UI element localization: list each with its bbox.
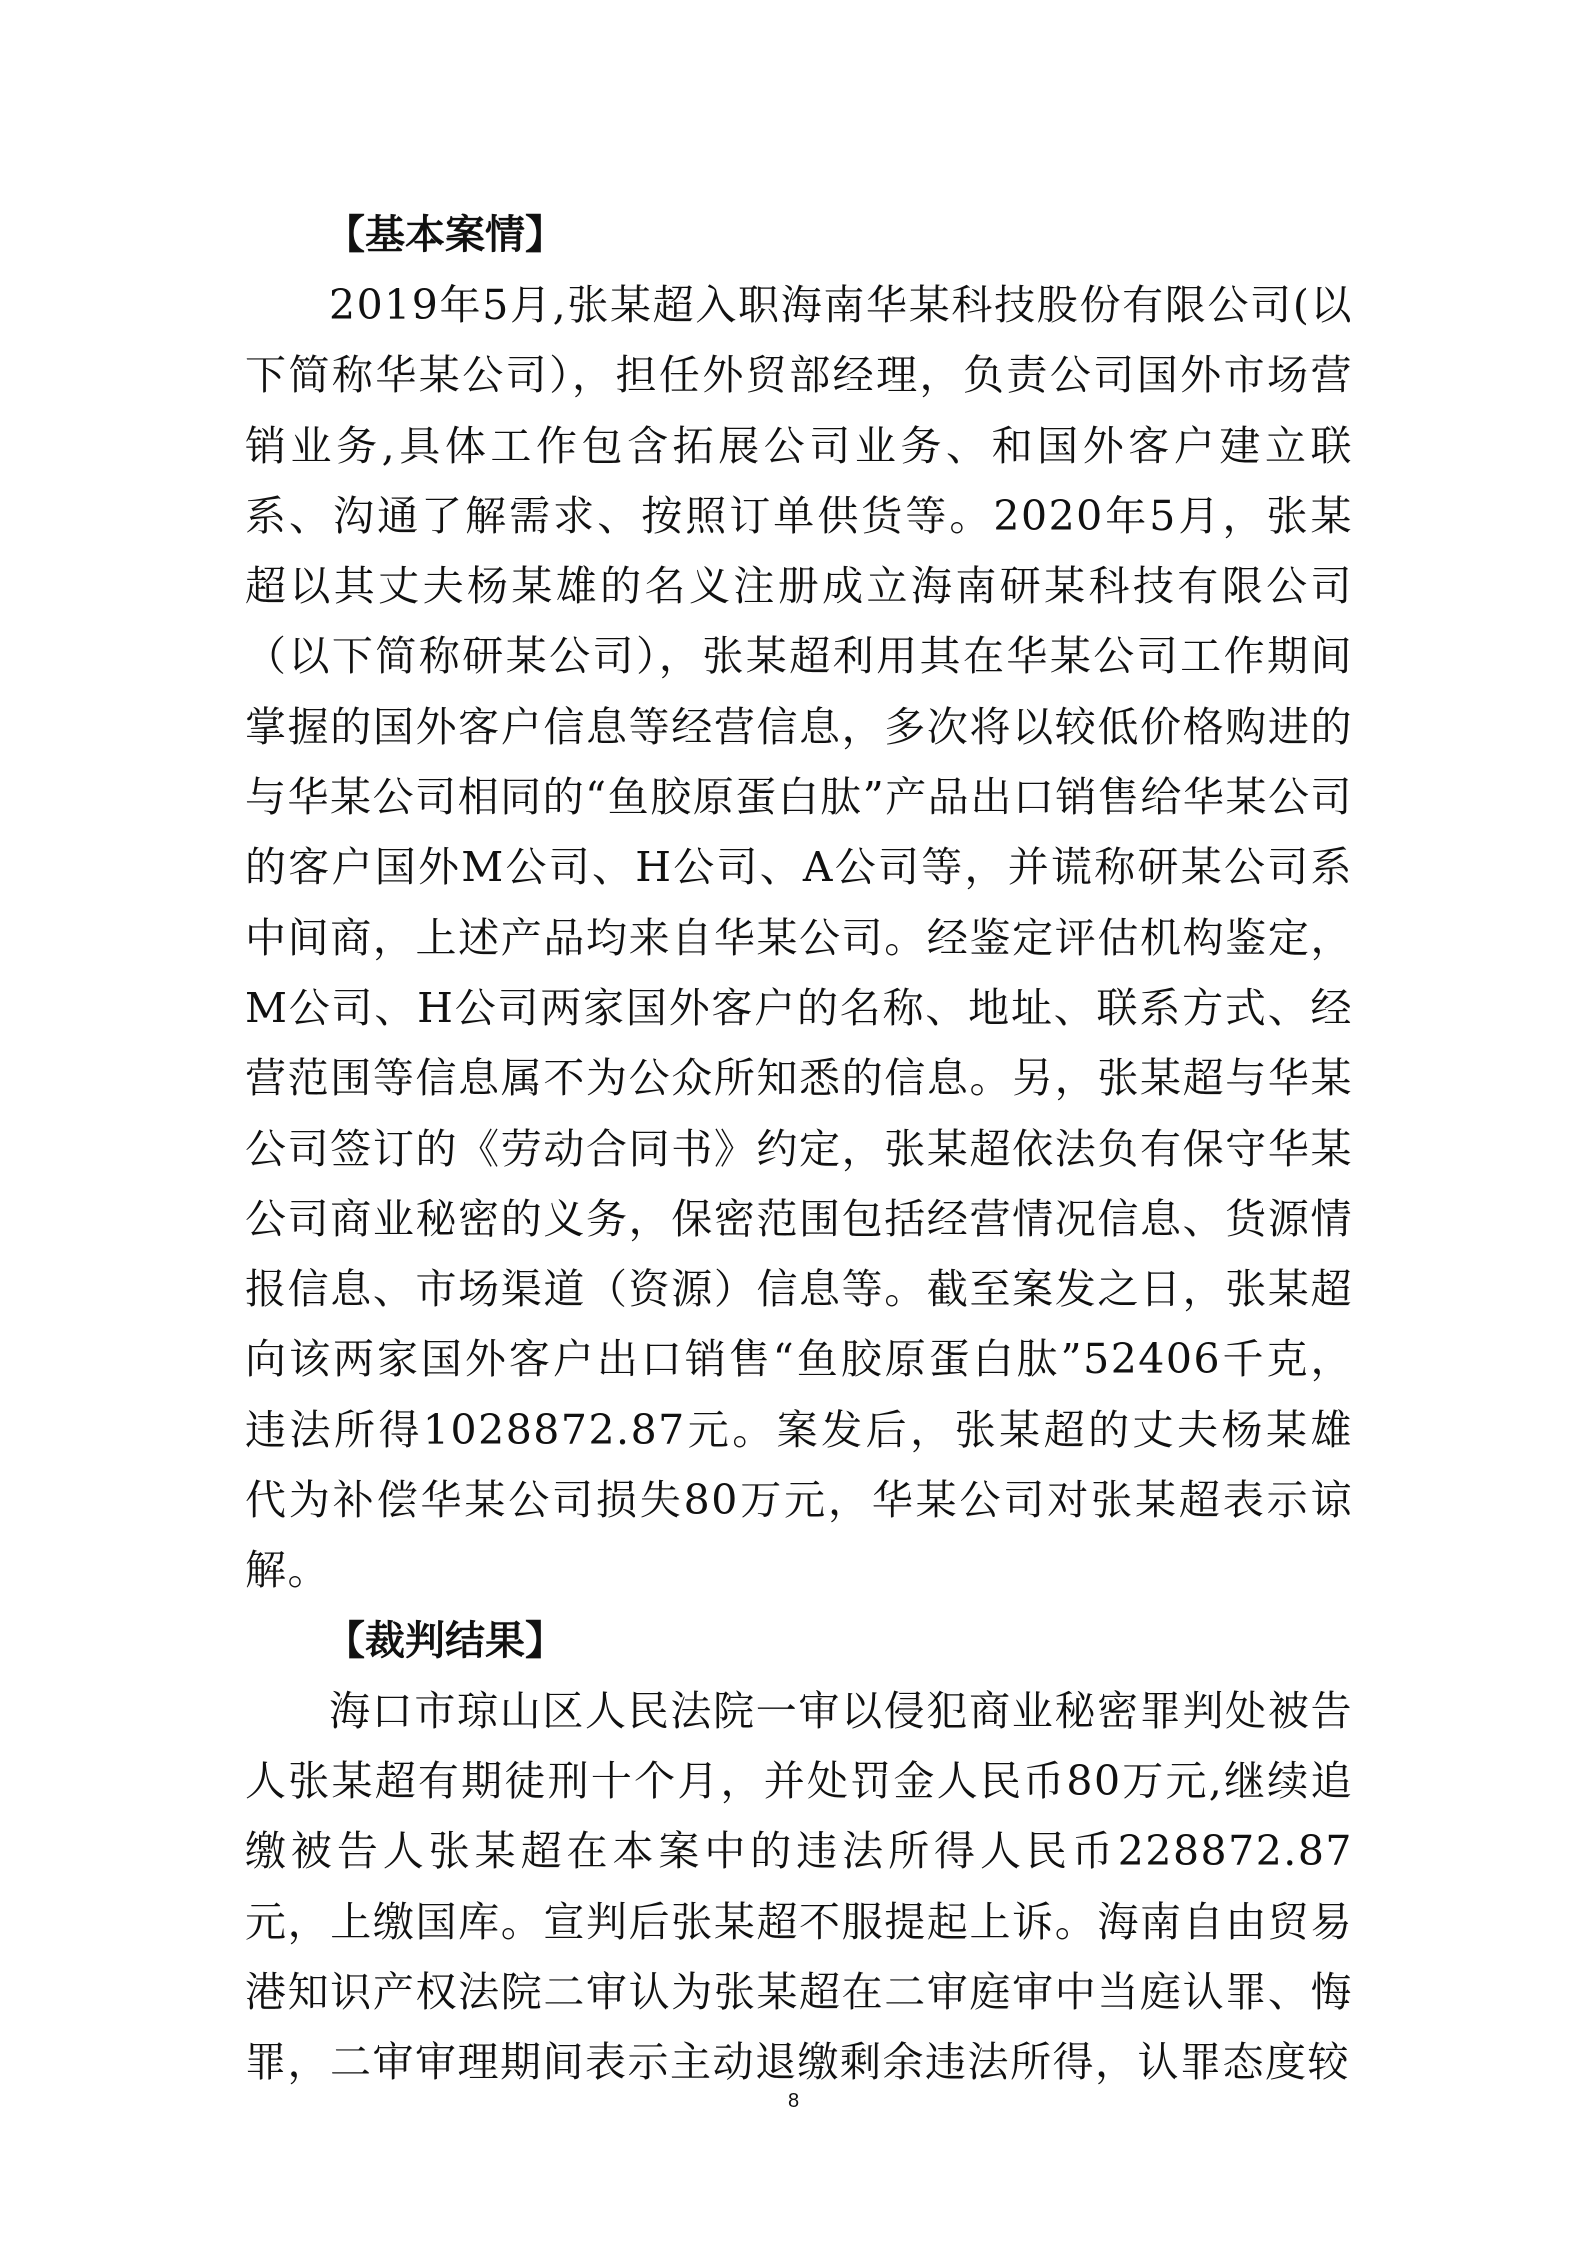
page-number: 8 xyxy=(787,2090,800,2112)
heading-judgment-result: 【裁判结果】 xyxy=(325,1617,565,1664)
document-body xyxy=(245,200,1353,2097)
heading-basic-case: 【基本案情】 xyxy=(325,212,565,258)
paragraph-basic-case: 2019年5月,张某超入职海南华某科技股份有限公司(以下简称华某公司），担任外贸部经理，负责公司国外市场营销业务,具体工作包含拓展公司业务、和国外客户建立联系、沟通了解需求、按照订单供货等。2020年5月，张某超以其丈夫杨某雄的名义注册成立海南研某科技有限公司（以下简称研某公司），张某超利用其在华某公司工作期间掌握的国外客户信息等经营信息，多次将以较低价格购进的与华某公司相同的“鱼胶原蛋白肽”产品出口销售给华某公司的客户国外M公司、H公司、A公司等，并谎称研某公司系中间商，上述产品均来自华某公司。经鉴定评估机构鉴定，M公司、H公司两家国外客户的名称、地址、联系方式、经营范围等信息属不为公众所知悉的信息。另，张某超与华某公司签订的《劳动合同书》约定，张某超依法负有保守华某公司商业秘密的义务，保密范围包括经营情况信息、货源情报信息、市场渠道（资源）信息等。截至案发之日，张某超向该两家国外客户出口销售“鱼胶原蛋白肽”52406千克，违法所得1028872.87元。案发后，张某超的丈夫杨某雄代为补偿华某公司损失80万元，华某公司对张某超表示谅解。 xyxy=(245,281,1353,1595)
paragraph-judgment-result: 海口市琼山区人民法院一审以侵犯商业秘密罪判处被告人张某超有期徒刑十个月，并处罚金人民币80万元,继续追缴被告人张某超在本案中的违法所得人民币228872.87元，上缴国库。宣判后张某超不服提起上诉。海南自由贸易港知识产权法院二审认为张某超在二审庭审中当庭认罪、悔罪，二审审理期间表示主动退缴剩余违法所得，认罪态度较 xyxy=(245,1686,1353,2087)
